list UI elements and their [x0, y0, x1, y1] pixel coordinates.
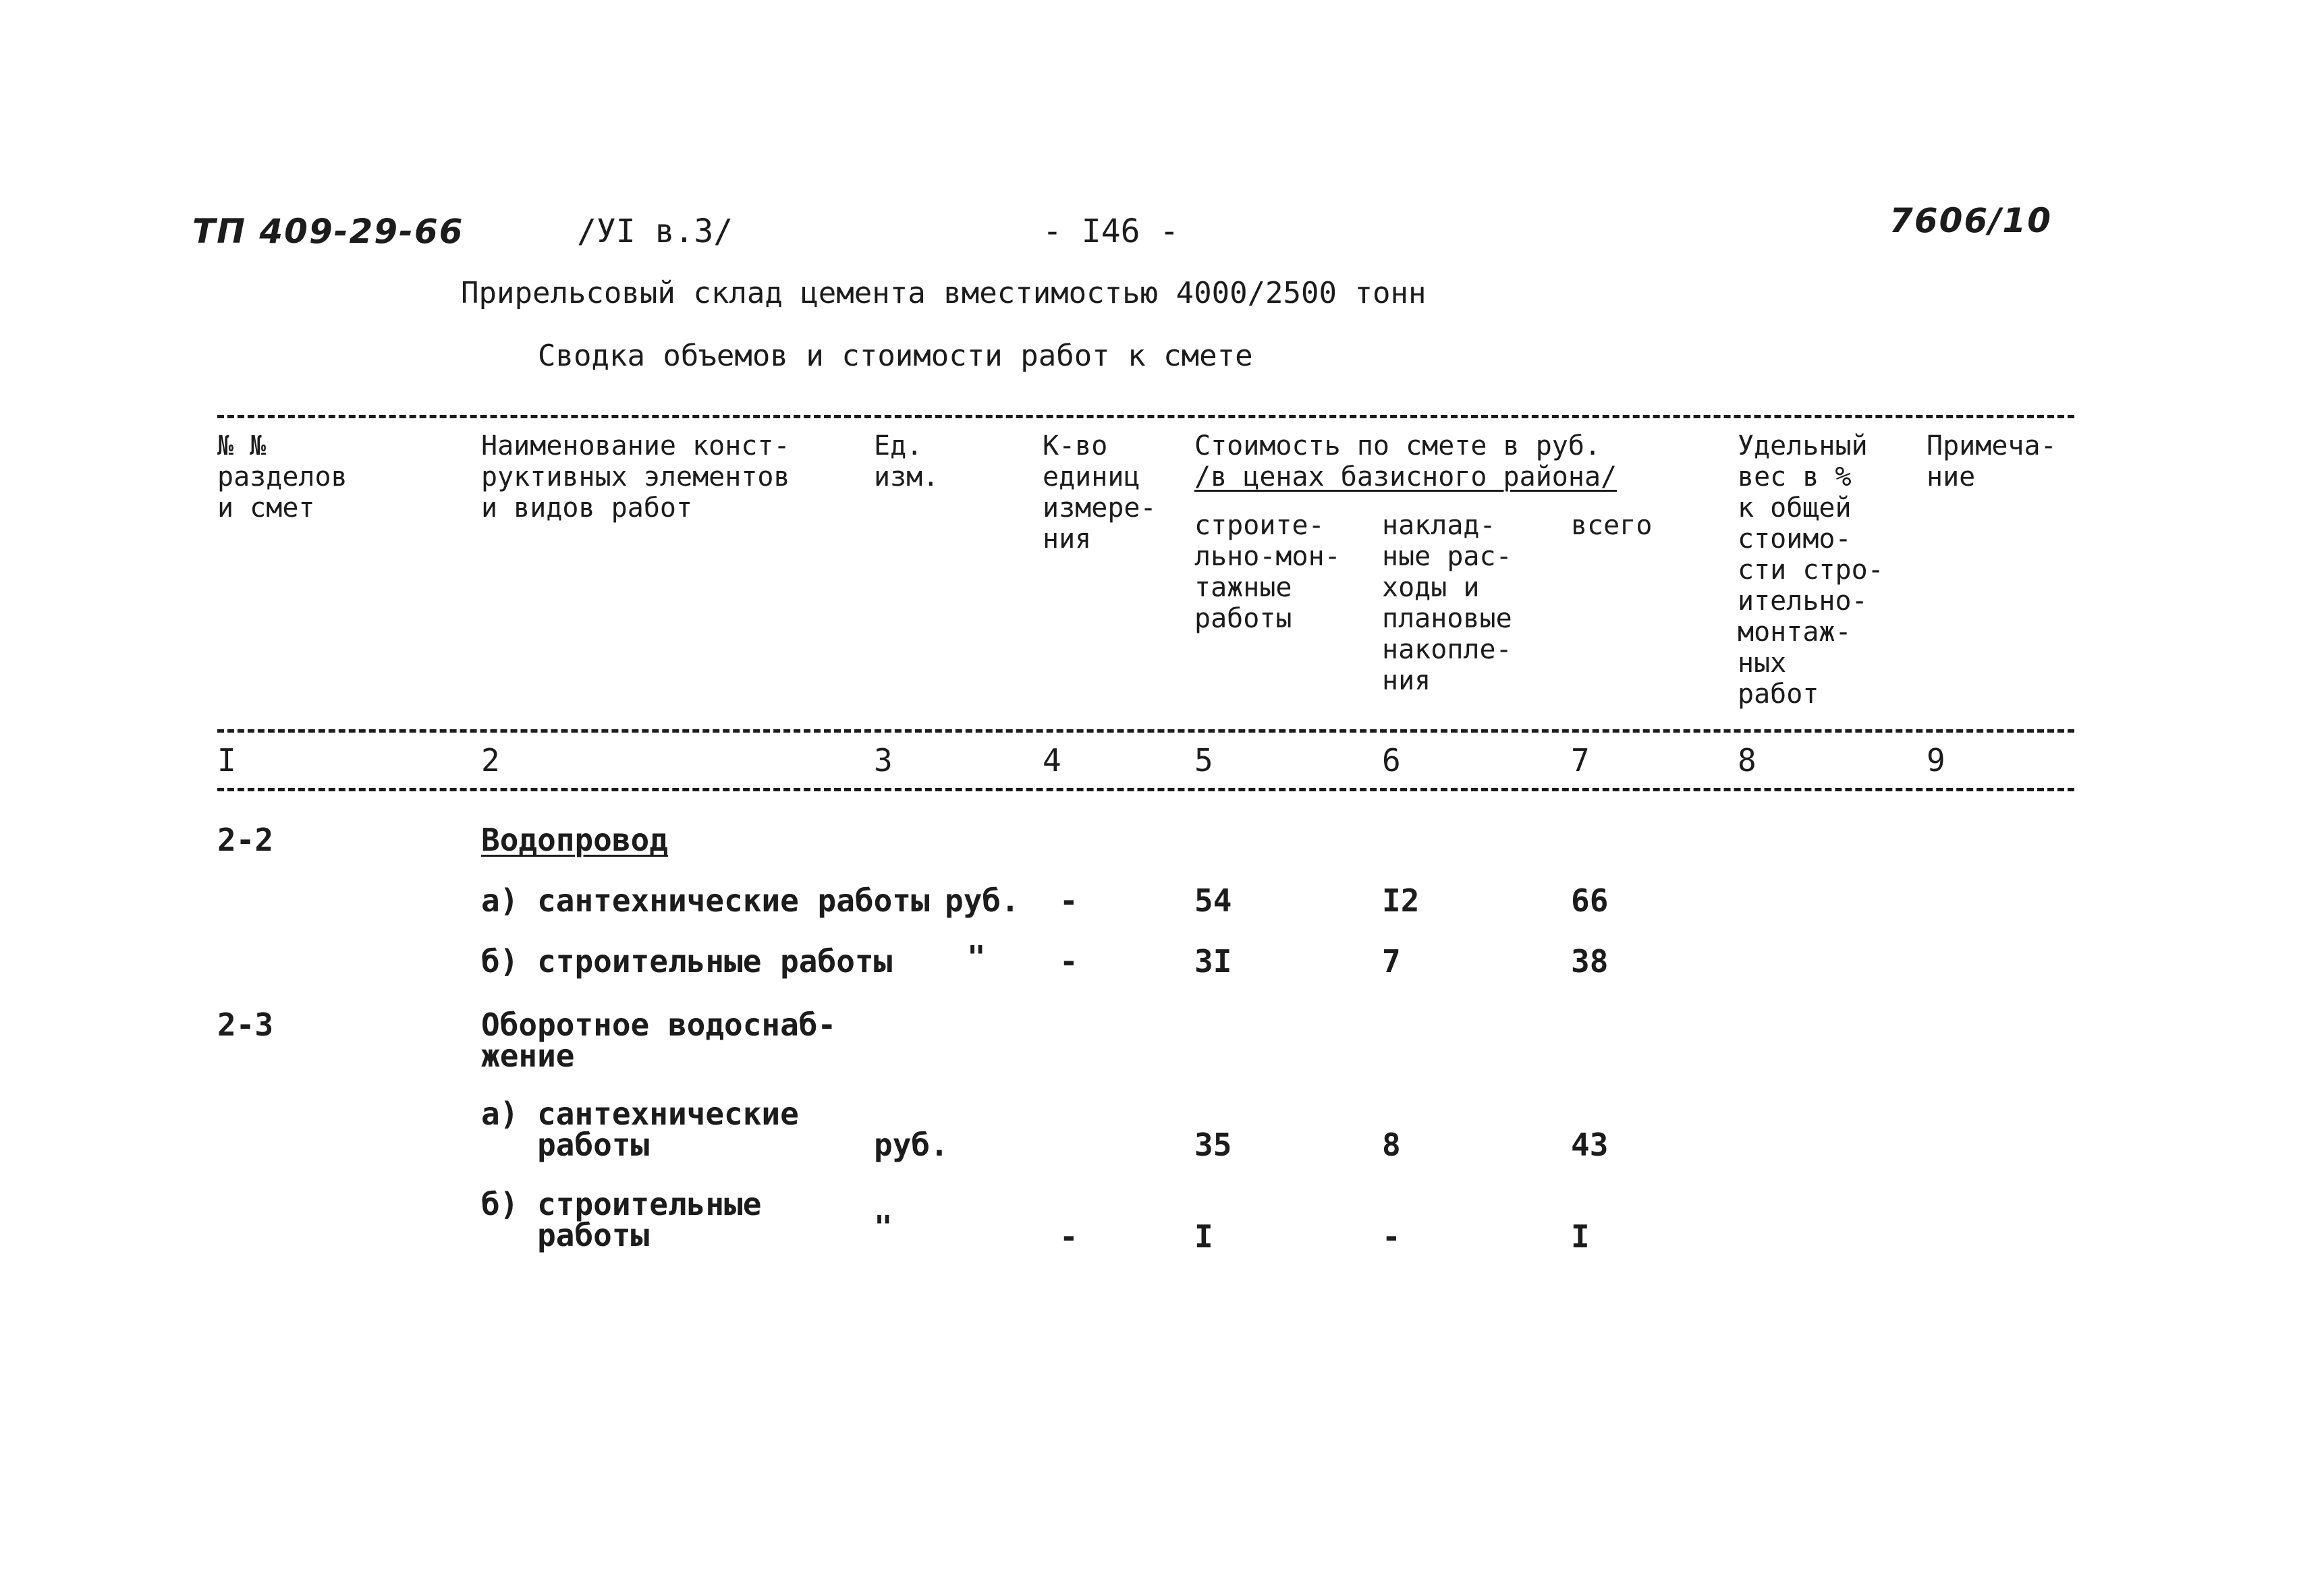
section-title: Оборотное водоснаб- жение	[481, 1007, 837, 1074]
row-quantity: -	[1059, 1218, 1078, 1255]
section-code: 2-3	[217, 1007, 274, 1043]
column-number: I	[217, 742, 236, 778]
header-notes: Примеча- ние	[1927, 430, 2057, 492]
header-bottom-rule	[217, 729, 2074, 733]
column-number: 8	[1738, 742, 1756, 778]
header-quantity: К-во единиц измере- ния	[1043, 430, 1157, 555]
header-element-name: Наименование конст- руктивных элементов и видов работ	[481, 430, 790, 523]
archive-number: 7606/10	[1889, 201, 2053, 240]
column-number: 6	[1382, 742, 1401, 778]
row-total: 38	[1571, 943, 1609, 980]
row-overhead: -	[1382, 1218, 1401, 1255]
document-title: Прирельсовый склад цемента вместимостью 4000/2500 тонн	[461, 276, 1427, 310]
row-overhead: 7	[1382, 943, 1401, 980]
header-share-percent: Удельный вес в % к общей стоимо- сти стро- ительно- монтаж- ных работ	[1738, 430, 1884, 710]
header-cost-group-basis: /в ценах базисного района/	[1194, 461, 1617, 492]
document-code: ТП 409-29-66	[192, 212, 464, 251]
column-number: 3	[874, 742, 893, 778]
row-quantity: -	[1059, 943, 1078, 980]
column-number: 4	[1043, 742, 1061, 778]
header-cost-group: Стоимость по смете в руб.	[1194, 430, 1601, 461]
row-total: 66	[1571, 882, 1609, 919]
row-construction-cost: 35	[1194, 1127, 1232, 1163]
column-number: 7	[1571, 742, 1590, 778]
row-name: а) сантехнические работы	[481, 882, 930, 919]
row-overhead: 8	[1382, 1127, 1401, 1163]
row-overhead: I2	[1382, 882, 1420, 919]
column-number: 2	[481, 742, 500, 778]
row-unit: руб.	[874, 1127, 949, 1163]
header-section-number: № № разделов и смет	[217, 430, 348, 523]
row-unit: "	[967, 939, 986, 975]
row-total: I	[1571, 1218, 1590, 1255]
row-construction-cost: 3I	[1194, 943, 1232, 980]
numbers-bottom-rule	[217, 788, 2074, 791]
column-number: 5	[1194, 742, 1213, 778]
column-number: 9	[1927, 742, 1945, 778]
volume-label: /УI в.3/	[577, 213, 734, 250]
row-name: б) строительные работы	[481, 1186, 762, 1253]
table-top-rule	[217, 415, 2074, 418]
header-total: всего	[1571, 510, 1653, 541]
page-number: - I46 -	[1043, 213, 1180, 250]
row-total: 43	[1571, 1127, 1609, 1163]
row-quantity: -	[1059, 882, 1078, 919]
row-construction-cost: 54	[1194, 882, 1232, 919]
row-construction-cost: I	[1194, 1218, 1213, 1255]
header-unit: Ед. изм.	[874, 430, 939, 492]
document-subtitle: Сводка объемов и стоимости работ к смете	[538, 339, 1253, 373]
row-name: а) сантехнические работы	[481, 1096, 799, 1163]
row-name: б) строительные работы	[481, 943, 893, 980]
section-code: 2-2	[217, 822, 274, 858]
section-title: Водопровод	[481, 822, 668, 858]
header-construction-cost: строите- льно-мон- тажные работы	[1194, 510, 1341, 634]
row-unit: руб.	[945, 882, 1020, 919]
row-unit: "	[874, 1209, 893, 1245]
header-overhead: наклад- ные рас- ходы и плановые накопле- ния	[1382, 510, 1512, 696]
